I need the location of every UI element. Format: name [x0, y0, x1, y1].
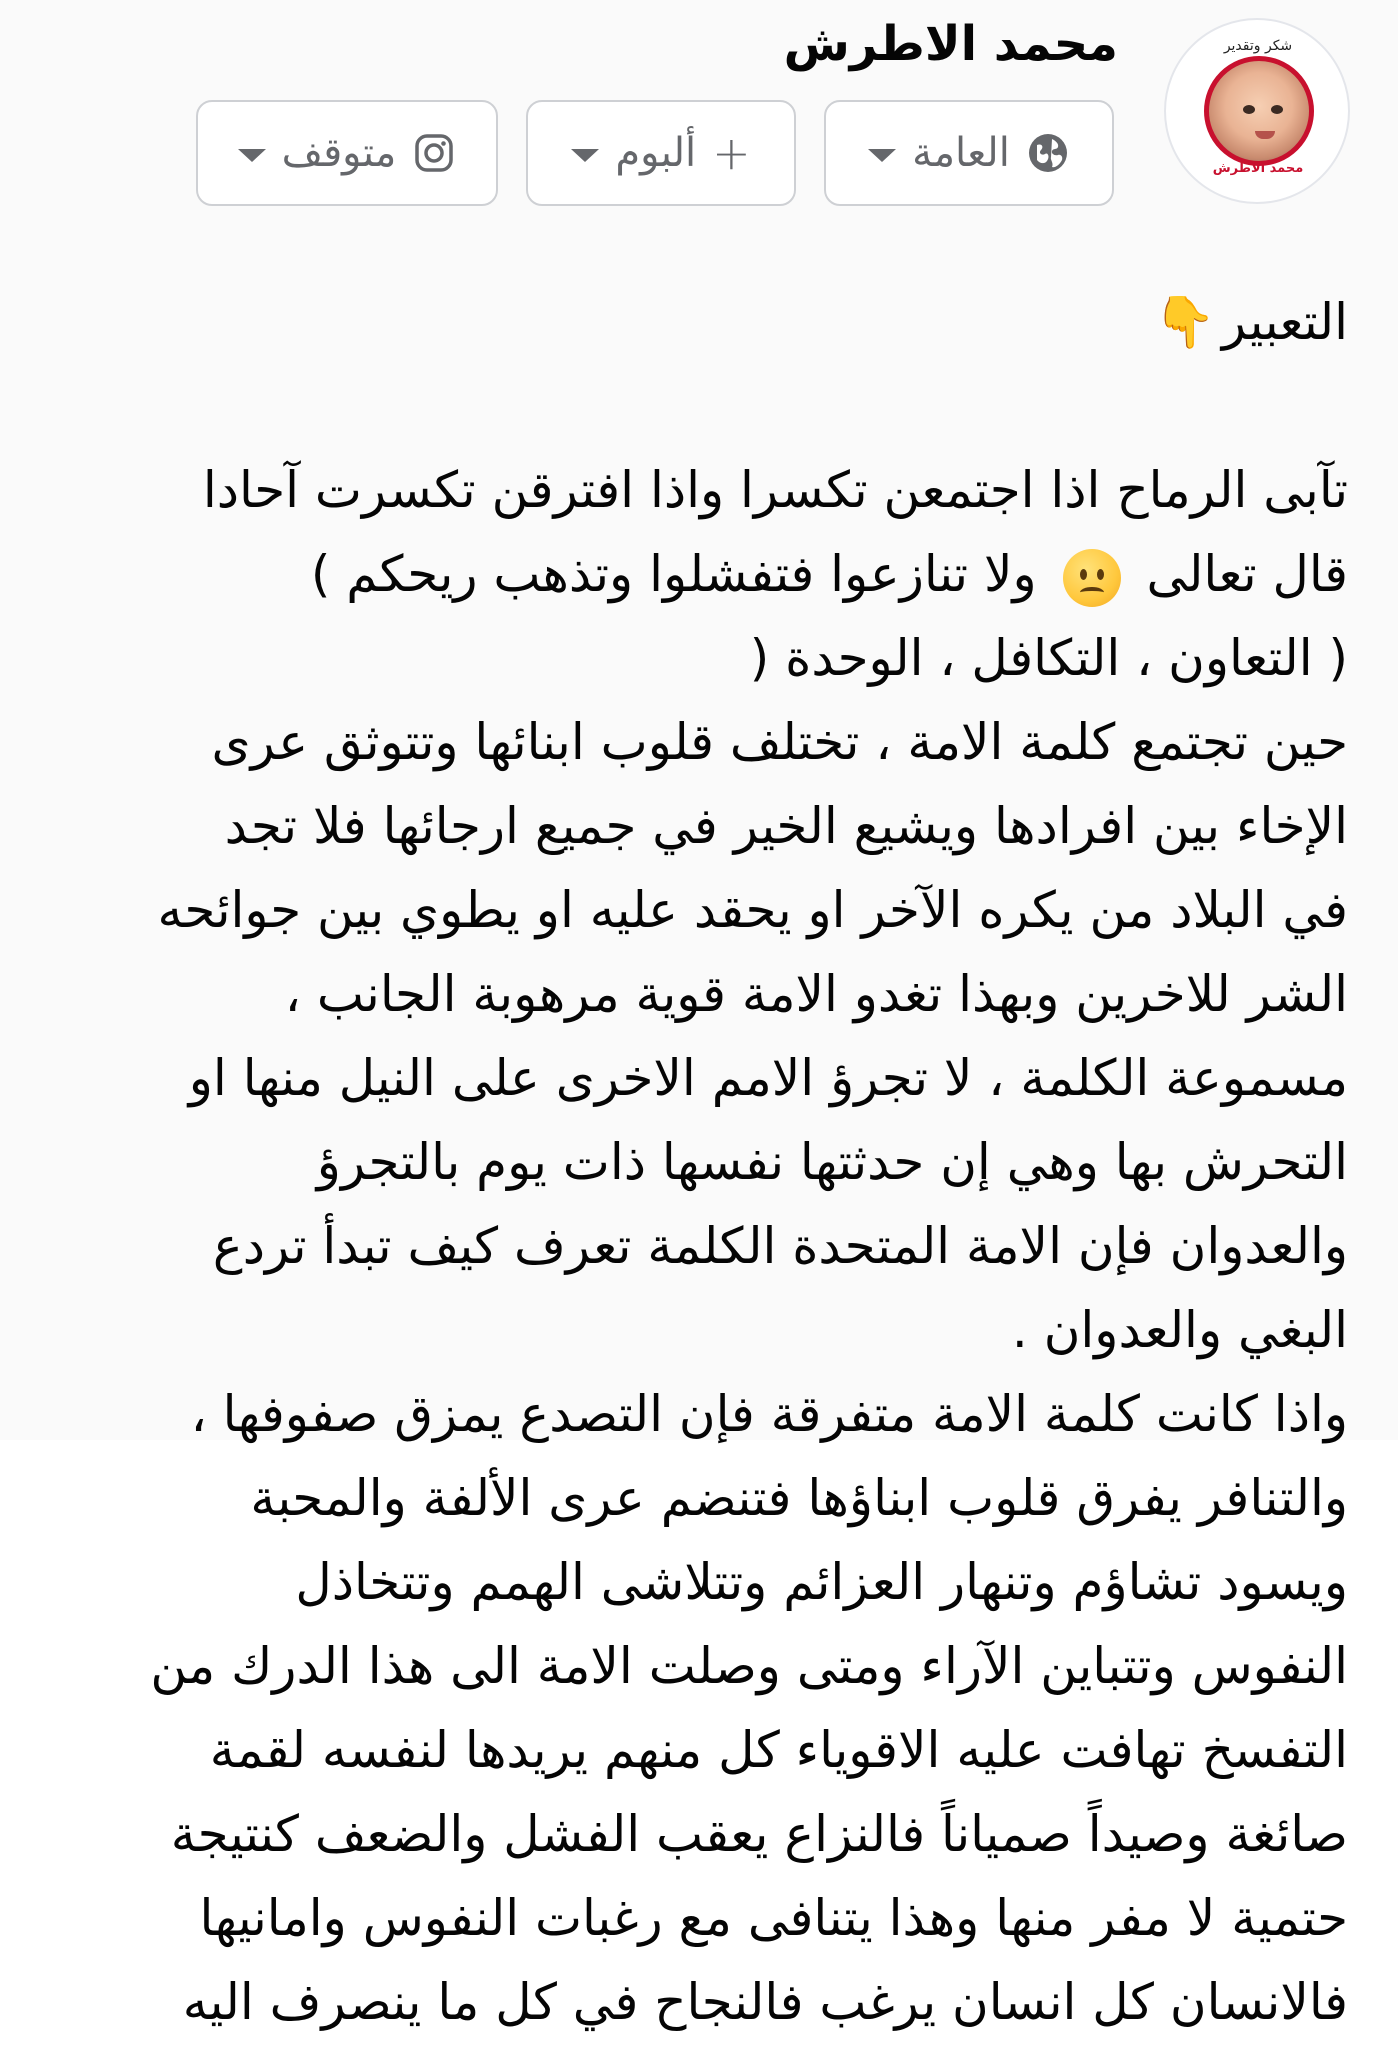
text-line: التحرش بها وهي إن حدثتها نفسها ذات يوم بالتجرؤ: [316, 1133, 1348, 1191]
text-line: تآبى الرماح اذا اجتمعن تكسرا واذا افترقن تكسرت آحادا: [202, 461, 1348, 519]
instagram-label: متوقف: [281, 130, 397, 176]
quote-text: ولا تنازعوا فتفشلوا وتذهب ريحكم ): [310, 545, 1037, 603]
chevron-down-icon: [238, 149, 266, 162]
frown-mouth: [1080, 587, 1104, 598]
text-line: والعدوان فإن الامة المتحدة الكلمة تعرف كيف تبدأ تردع: [212, 1217, 1348, 1275]
avatar-eye-right: [1271, 105, 1283, 114]
text-line: ويسود تشاؤم وتنهار العزائم وتتلاشى الهمم وتتخاذل: [295, 1553, 1348, 1611]
composer-header: [0, 0, 1398, 230]
quote-line: [18, 532, 1348, 616]
privacy-selector-button[interactable]: [824, 100, 1114, 206]
blank-line: [18, 364, 1348, 448]
text-line: حين تجتمع كلمة الامة ، تختلف قلوب ابنائها وتتوثق عرى: [211, 713, 1348, 771]
avatar[interactable]: [1164, 18, 1350, 204]
instagram-icon: [412, 131, 456, 175]
instagram-toggle-button[interactable]: [196, 100, 498, 206]
text-line: والتنافر يفرق قلوب ابناؤها فتنضم عرى الألفة والمحبة: [250, 1469, 1348, 1527]
text-line: صائغة وصيداً صمياناً فالنزاع يعقب الفشل والضعف كنتيجة: [170, 1805, 1348, 1863]
text-line: واذا كانت كلمة الامة متفرقة فإن التصدع يمزق صفوفها ،: [190, 1385, 1348, 1443]
avatar-frame-name: محمد الاطرش: [1212, 161, 1304, 176]
text-line: مسموعة الكلمة ، لا تجرؤ الامم الاخرى على النيل منها او: [188, 1049, 1348, 1107]
album-label: ألبوم: [615, 130, 697, 176]
text-line: في البلاد من يكره الآخر او يحقد عليه او يطوي بين جوائحه: [157, 881, 1348, 939]
text-line: النفوس وتتباين الآراء ومتى وصلت الامة الى هذا الدرك من: [150, 1637, 1348, 1695]
chevron-down-icon: [571, 149, 599, 162]
text-line: التفسخ تهافت عليه الاقوياء كل منهم يريدها لنفسه لقمة: [209, 1721, 1348, 1779]
add-album-button[interactable]: [526, 100, 796, 206]
avatar-eye-left: [1243, 105, 1255, 114]
post-heading: التعبير: [1221, 293, 1348, 351]
pointing-down-icon: 👇: [1153, 293, 1216, 351]
frown-eye-right: [1097, 569, 1104, 580]
privacy-label: العامة: [912, 130, 1010, 176]
values-line: ( التعاون ، التكافل ، الوحدة (: [749, 629, 1348, 687]
text-line: الشر للاخرين وبهذا تغدو الامة قوية مرهوبة الجانب ،: [284, 965, 1348, 1023]
avatar-frame-top-text: شكر وتقدير: [1223, 38, 1293, 54]
avatar-frame: [1178, 32, 1338, 192]
globe-icon: [1026, 131, 1070, 175]
avatar-photo: [1204, 56, 1314, 166]
user-name[interactable]: محمد الاطرش: [783, 16, 1118, 72]
text-line: فالانسان كل انسان يرغب فالنجاح في كل ما ينصرف اليه: [182, 1973, 1348, 2031]
quote-intro: قال تعالى: [1146, 545, 1348, 603]
frowning-face-icon: [1063, 549, 1121, 607]
text-line: البغي والعدوان .: [1011, 1301, 1348, 1359]
text-line: حتمية لا مفر منها وهذا يتنافى مع رغبات النفوس وامانيها: [199, 1889, 1348, 1947]
text-line: الإخاء بين افرادها ويشيع الخير في جميع ارجائها فلا تجد: [224, 797, 1348, 855]
plus-icon: +: [712, 126, 751, 180]
frown-eye-left: [1080, 569, 1087, 580]
chevron-down-icon: [868, 149, 896, 162]
post-text-area[interactable]: [18, 280, 1348, 2044]
avatar-mouth: [1255, 131, 1275, 139]
post-heading-line: [18, 280, 1348, 364]
